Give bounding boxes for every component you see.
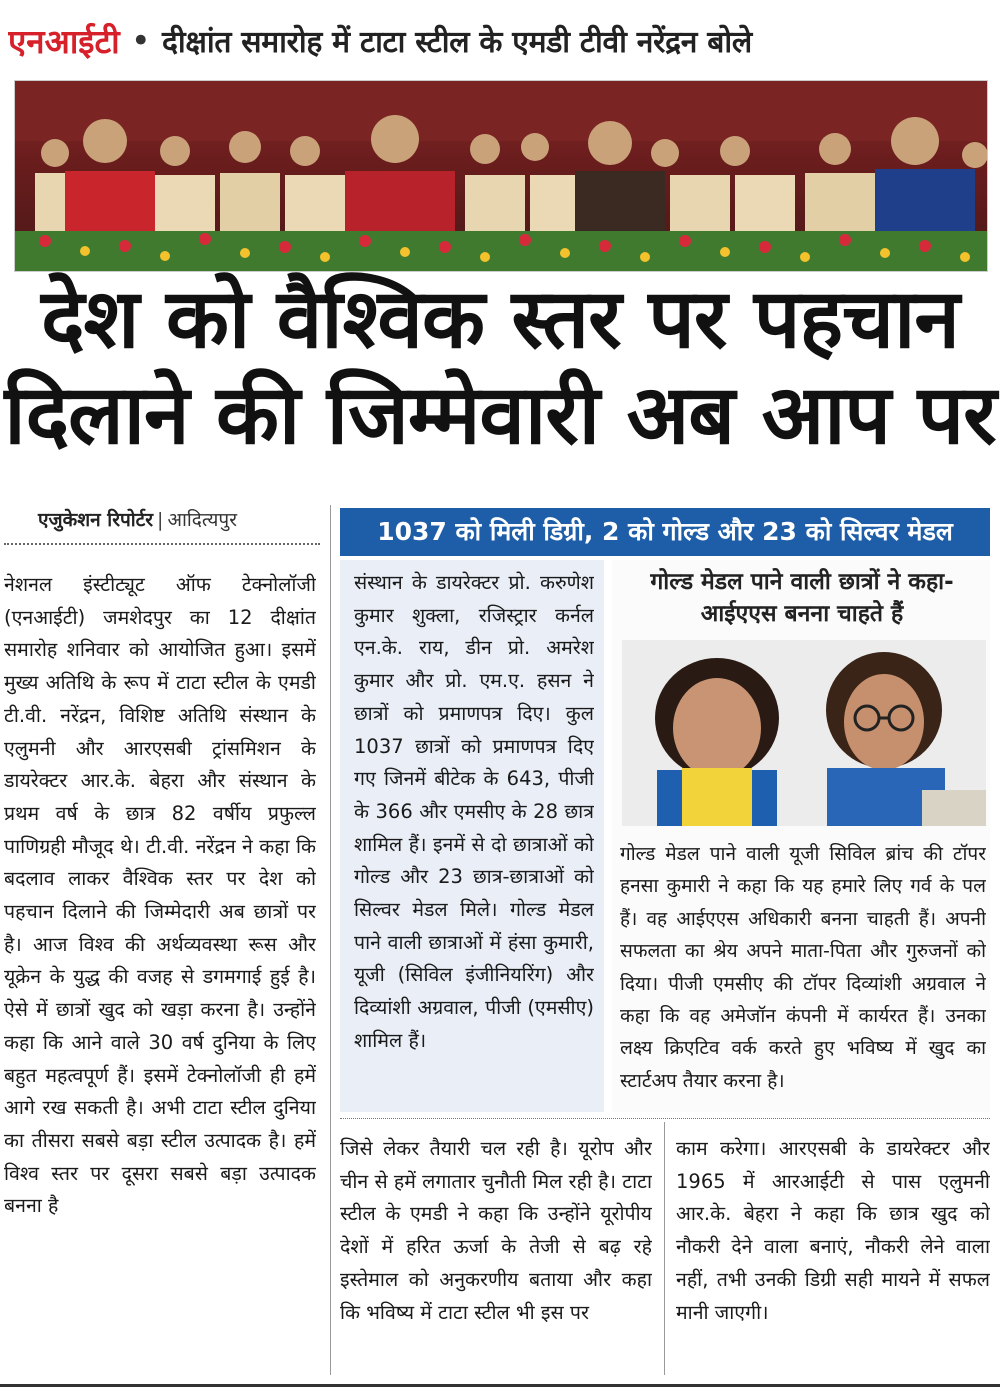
page-bottom-rule — [0, 1384, 1000, 1387]
article-column-middle-bottom: जिसे लेकर तैयारी चल रही है। यूरोप और चीन से हमें लगातार चुनौती मिल रही है। टाटा स्टील के एमडी ने कहा कि उन्होंने यूरोपीय देशों में हरित ऊर्जा के तेजी से बढ़ रहे इस्तेमाल को अनुकरणीय बताया और कहा कि भविष्य में टाटा स्टील भी इस पर — [340, 1137, 652, 1324]
byline-separator: | — [157, 509, 164, 531]
box-bottom-rule — [340, 1118, 990, 1119]
kicker-bullet: • — [130, 20, 151, 61]
medalists-photo-illustration — [622, 640, 986, 826]
article-column-left: नेशनल इंस्टीट्यूट ऑफ टेक्नोलॉजी (एनआईटी) जमशेदपुर का 12 दीक्षांत समारोह शनिवार को आयोजित हुआ। इसमें मुख्य अतिथि के रूप में टाटा स्टील के एमडी टी.वी. नरेंद्रन, विशिष्ट अतिथि संस्थान के एलुमनी और आरएसबी ट्रांसमिशन के डायरेक्टर आर.के. बेहरा और संस्थान के प्रथम वर्ष के छात्र 82 वर्षीय प्रफुल्ल पाणिग्रही मौजूद थे। टी.वी. नरेंद्रन ने कहा कि बदलाव लाकर वैश्विक स्तर पर देश को पहचान दिलाने की जिम्मेदारी अब छात्रों पर है। आज विश्व की अर्थव्यवस्था रूस और यूक्रेन के युद्ध की वजह से डगमगाई हुई है। ऐसे में छात्रों खुद को खड़ा करना है। उन्होंने कहा कि आने वाले 30 वर्ष दुनिया के लिए बहुत महत्वपूर्ण हैं। इसमें टेक्नोलॉजी ही हमें आगे रख सकती है। अभी टाटा स्टील दुनिया का तीसरा सबसे बड़ा स्टील उत्पादक है। हमें विश्व स्तर पर दूसरा सबसे बड़ा उत्पादक बनना है — [4, 573, 316, 1218]
byline — [38, 506, 237, 532]
strap-heading: दीक्षांत समारोह में टाटा स्टील के एमडी टीवी नरेंद्रन बोले — [161, 25, 752, 60]
byline-reporter: एजुकेशन रिपोर्टर — [38, 509, 154, 531]
article-column-right-bottom: काम करेगा। आरएसबी के डायरेक्टर और 1965 में आरआईटी से पास एलुमनी आर.के. बेहरा ने कहा कि छात्र खुद को नौकरी देने वाला बनाएं, नौकरी लेने वाला नहीं, तभी उनकी डिग्री सही मायने में सफल मानी जाएगी। — [676, 1137, 990, 1324]
ceremony-photo-illustration — [15, 81, 987, 271]
column-rule-1 — [330, 505, 331, 1375]
main-headline — [0, 272, 1000, 464]
byline-divider — [4, 543, 320, 545]
ceremony-photo — [14, 80, 988, 272]
section-kicker: एनआईटी — [8, 22, 120, 61]
subheadline-bar: 1037 को मिली डिग्री, 2 को गोल्ड और 23 को सिल्वर मेडल — [340, 508, 990, 556]
column-rule-2 — [664, 1122, 665, 1375]
top-strap — [8, 18, 993, 72]
headline-line-1: देश को वैश्विक स्तर पर पहचान — [41, 272, 959, 367]
headline-line-2: दिलाने की जिम्मेवारी अब आप पर — [4, 368, 996, 463]
highlight-box-text: संस्थान के डायरेक्टर प्रो. करुणेश कुमार शुक्ला, रजिस्ट्रार कर्नल एन.के. राय, डीन प्रो. अमरेश कुमार और प्रो. एम.ए. हसन ने छात्रों को प्रमाणपत्र दिए। कुल 1037 छात्रों को प्रमाणपत्र दिए गए जिनमें बीटेक के 643, पीजी के 366 और एमसीए के 28 छात्र शामिल हैं। इनमें से दो छात्राओं को गोल्ड और 23 छात्र-छात्राओं को सिल्वर मेडल मिले। गोल्ड मेडल पाने वाली छात्राओं में हंसा कुमारी, यूजी (सिविल इंजीनियरिंग) और दिव्यांशी अग्रवाल, पीजी (एमसीए) शामिल हैं। — [354, 571, 594, 1052]
byline-location: आदित्यपुर — [167, 509, 237, 531]
medalists-photo — [622, 640, 986, 826]
medalists-heading: गोल्ड मेडल पाने वाली छात्रों ने कहा- आईएएस बनना चाहते हैं — [650, 569, 954, 627]
medalists-text: गोल्ड मेडल पाने वाली यूजी सिविल ब्रांच की टॉपर हनसा कुमारी ने कहा कि यह हमारे लिए गर्व के पल हैं। वह आईएएस अधिकारी बनना चाहती हैं। अपनी सफलता का श्रेय अपने माता-पिता और गुरुजनों को दिया। पीजी एमसीए की टॉपर दिव्यांशी अग्रवाल ने कहा कि वह अमेजॉन कंपनी में कार्यरत हैं। उनका लक्ष्य क्रिएटिव वर्क करते हुए भविष्य में खुद का स्टार्टअप तैयार करना है। — [620, 843, 986, 1092]
